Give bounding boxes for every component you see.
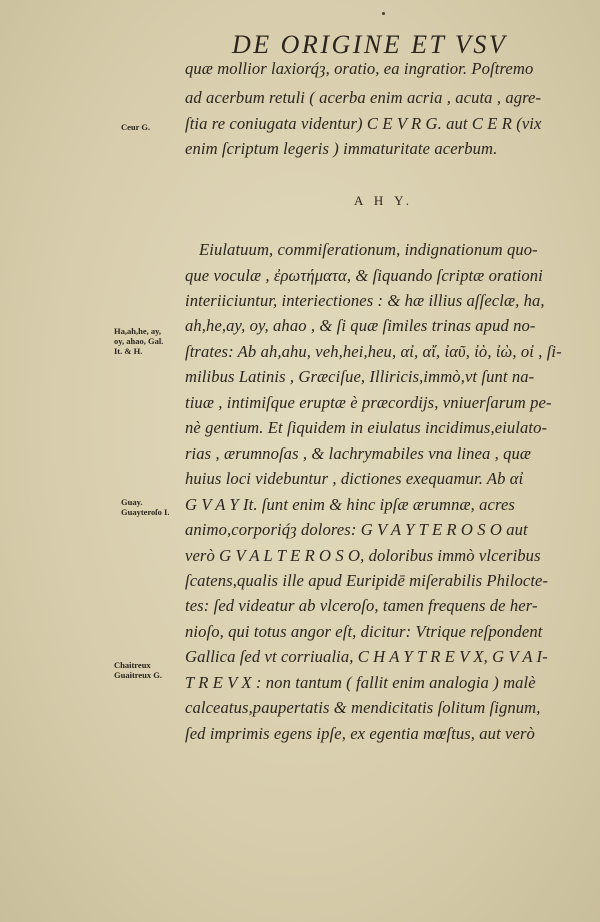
- text-line: calceatus,paupertatis & mendicitatis ſolitum ſignum,: [185, 700, 541, 717]
- text-line: animo,corporiq́ȝ dolores: G V A Y T E R O S O aut: [185, 522, 528, 539]
- section-heading: A H Y.: [354, 193, 414, 208]
- margin-note-chaitreux: Chaitreux Guaitreux G.: [114, 660, 163, 680]
- text-line: verò G V A L T E R O S O, doloribus immò vlceribus: [185, 548, 541, 565]
- text-line: quæ mollior laxiorq́ȝ, oratio, ea ingratior. Poſtremo: [185, 61, 534, 78]
- text-line: ſtia re coniugata videntur) C E V R G. aut C E R (vix: [185, 116, 542, 133]
- text-line: nè gentium. Et ſiquidem in eiulatus incidimus,eiulato-: [185, 420, 548, 437]
- text-line: milibus Latinis , Græciſue, Illiricis,immò,vt ſunt na-: [185, 369, 535, 386]
- margin-note-ha-ah: Ha,ah,he, ay, oy, ahao, Gal. It. & H.: [114, 326, 164, 356]
- ink-dot: [382, 12, 385, 15]
- text-line: Eiulatuum, commiſerationum, indignationum quo-: [199, 242, 538, 259]
- running-head: DE ORIGINE ET VSV: [232, 30, 508, 59]
- text-line: interiiciuntur, interiectiones : & hæ illius aſſeclæ, ha,: [185, 293, 545, 310]
- text-line: enim ſcriptum legeris ) immaturitate acerbum.: [185, 141, 498, 158]
- margin-note-guay: Guay. Guayteroſo I.: [121, 497, 170, 517]
- text-line: ſed imprimis egens ipſe, ex egentia mœſtus, aut verò: [185, 726, 535, 743]
- text-line: tes: ſed videatur ab vlceroſo, tamen frequens de her-: [185, 598, 538, 615]
- text-line: que voculæ , ἐρωτήματα, & ſiquando ſcriptæ orationi: [185, 268, 543, 285]
- text-line: ah,he,ay, oy, ahao , & ſi quæ ſimiles trinas apud no-: [185, 318, 536, 335]
- text-line: huius loci videbuntur , dictiones exequamur. Ab αἰ: [185, 471, 524, 488]
- text-line: rias , ærumnoſas , & lachrymabiles vna linea , quæ: [185, 446, 532, 463]
- margin-note-ceur: Ceur G.: [121, 122, 151, 132]
- text-line: G V A Y It. ſunt enim & hinc ipſæ ærumnæ, acres: [185, 497, 515, 514]
- text-line: T R E V X : non tantum ( fallit enim analogia ) malè: [185, 675, 536, 692]
- text-line: tiuæ , intimiſque eruptæ è præcordijs, vniuerſarum pe-: [185, 395, 552, 412]
- text-line: ſtrates: Ab ah,ahu, veh,hei,heu, αἰ, αἴ, ἰαῦ, ἰὸ, ἰὼ, οἰ , ſi-: [185, 344, 562, 361]
- text-line: nioſo, qui totus angor eſt, dicitur: Vtrique reſpondent: [185, 624, 543, 641]
- text-line: ad acerbum retuli ( acerba enim acria , acuta , agre-: [185, 90, 542, 107]
- text-line: Gallica ſed vt corriualia, C H A Y T R E V X, G V A I-: [185, 649, 548, 666]
- text-line: ſcatens,qualis ille apud Euripidē miſerabilis Philocte-: [185, 573, 549, 590]
